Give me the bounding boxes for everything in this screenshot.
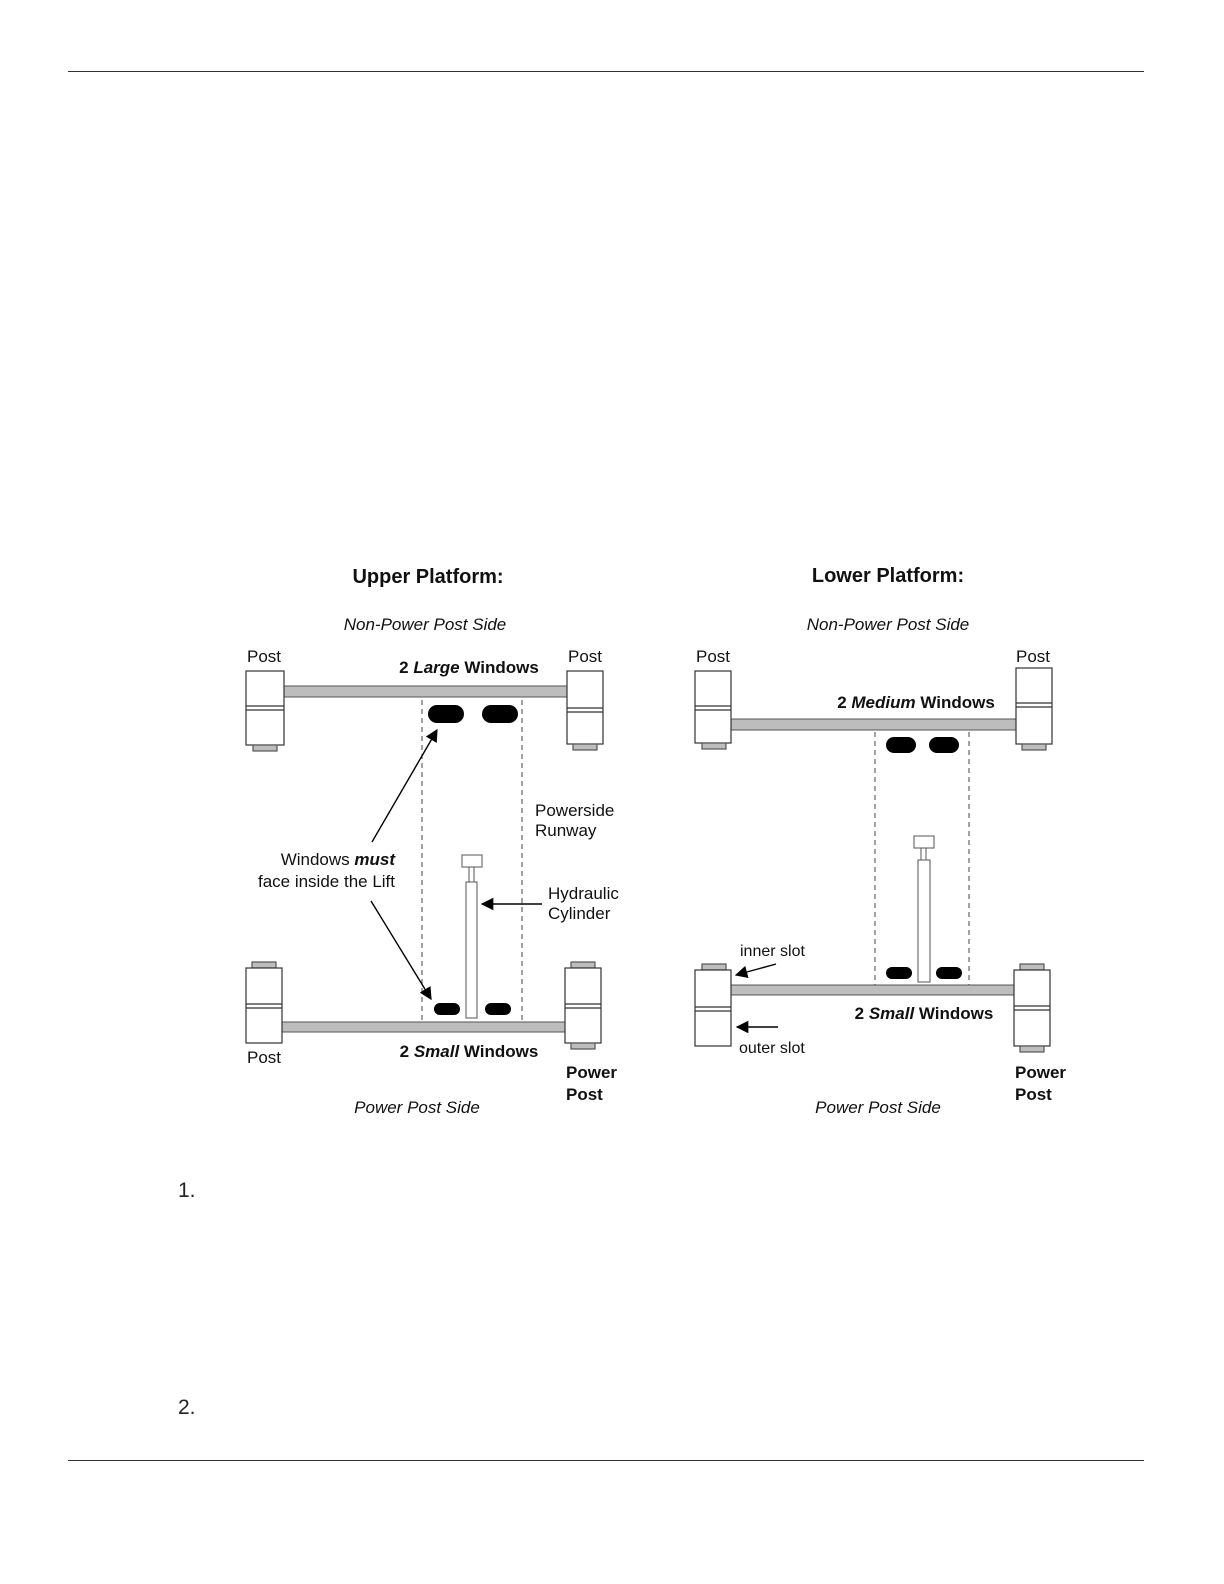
lower-medium-windows-em: Medium: [851, 693, 916, 712]
lower-post-top-right: [1016, 668, 1052, 750]
footer-rule: [68, 1460, 1144, 1461]
upper-small-window-right: [485, 1003, 511, 1015]
lower-small-windows-label: [855, 1004, 994, 1023]
upper-power-side-label: Power Post Side: [354, 1098, 480, 1117]
upper-note-pre: Windows: [280, 850, 355, 869]
lower-medium-windows-post: Windows: [915, 693, 995, 712]
upper-front-runway-bar: [284, 686, 567, 697]
lower-outer-slot-label: outer slot: [739, 1040, 805, 1057]
lower-small-window-left: [886, 967, 912, 979]
upper-post-top-left: [246, 671, 284, 751]
upper-post-bottom-left: [246, 962, 282, 1043]
lower-post-bottom-left: [695, 964, 731, 1046]
lower-post-top-left-label: Post: [695, 647, 731, 666]
lower-front-runway-bar: [731, 719, 1016, 730]
upper-power-post-label-1: Power: [566, 1063, 618, 1082]
lower-inner-slot-arrow: [736, 964, 776, 975]
upper-rear-runway-bar: [282, 1022, 565, 1032]
upper-power-post-label-2: Post: [566, 1085, 603, 1104]
upper-small-windows-pre: 2: [399, 1042, 414, 1061]
lower-platform-diagram: [695, 565, 1066, 1117]
upper-small-windows-label: [400, 1042, 539, 1061]
upper-large-windows-em: Large: [413, 658, 460, 677]
upper-hydraulic-label-1: Hydraulic: [548, 884, 619, 903]
lower-non-power-side-label: Non-Power Post Side: [806, 615, 970, 634]
lower-hydraulic-cylinder: [914, 836, 934, 982]
lower-power-post-label-2: Post: [1015, 1085, 1052, 1104]
upper-large-windows-pre: 2: [399, 658, 414, 677]
upper-large-windows-label: [399, 658, 539, 677]
step-number-1: 1.: [178, 1179, 196, 1202]
lower-rear-runway-bar: [731, 985, 1014, 995]
lower-power-post: [1014, 964, 1050, 1052]
lower-medium-window-right: [929, 737, 959, 753]
upper-post-top-right: [567, 671, 603, 750]
upper-note-line-1: [281, 850, 397, 869]
step-number-2: 2.: [178, 1396, 196, 1419]
lower-medium-windows-label: [837, 693, 995, 712]
upper-post-top-left-label: Post: [246, 647, 282, 666]
upper-large-window-right: [482, 705, 518, 723]
upper-note-em: must: [354, 850, 395, 869]
lower-power-side-label: Power Post Side: [815, 1098, 941, 1117]
lower-power-post-label-1: Power: [1015, 1063, 1067, 1082]
upper-powerside-label-1: Powerside: [535, 801, 615, 820]
lower-post-top-left: [695, 671, 731, 749]
upper-note-arrow-down: [371, 901, 431, 999]
lower-small-windows-em: Small: [868, 1004, 915, 1023]
upper-large-window-left: [428, 705, 464, 723]
upper-note-arrow-up: [372, 730, 437, 842]
upper-large-windows-post: Windows: [459, 658, 539, 677]
upper-hydraulic-cylinder: [462, 855, 482, 1018]
upper-power-post: [565, 962, 601, 1049]
upper-small-windows-post: Windows: [459, 1042, 539, 1061]
lower-inner-slot-label: inner slot: [740, 943, 805, 960]
upper-platform-diagram: [246, 566, 619, 1117]
lower-medium-window-left: [886, 737, 916, 753]
lower-platform-title: Lower Platform:: [811, 565, 965, 587]
lower-small-window-right: [936, 967, 962, 979]
upper-post-top-right-label: Post: [567, 647, 603, 666]
upper-small-window-left: [434, 1003, 460, 1015]
upper-post-bottom-left-label: Post: [246, 1048, 282, 1067]
lower-small-windows-post: Windows: [914, 1004, 994, 1023]
upper-platform-title: Upper Platform:: [352, 566, 504, 588]
lower-small-windows-pre: 2: [854, 1004, 869, 1023]
lower-post-top-right-label: Post: [1015, 647, 1051, 666]
upper-non-power-side-label: Non-Power Post Side: [343, 615, 507, 634]
upper-hydraulic-label-2: Cylinder: [548, 904, 611, 923]
lower-medium-windows-pre: 2: [837, 693, 852, 712]
upper-powerside-label-2: Runway: [535, 821, 597, 840]
upper-small-windows-em: Small: [413, 1042, 460, 1061]
upper-note-line-2: face inside the Lift: [257, 872, 395, 891]
